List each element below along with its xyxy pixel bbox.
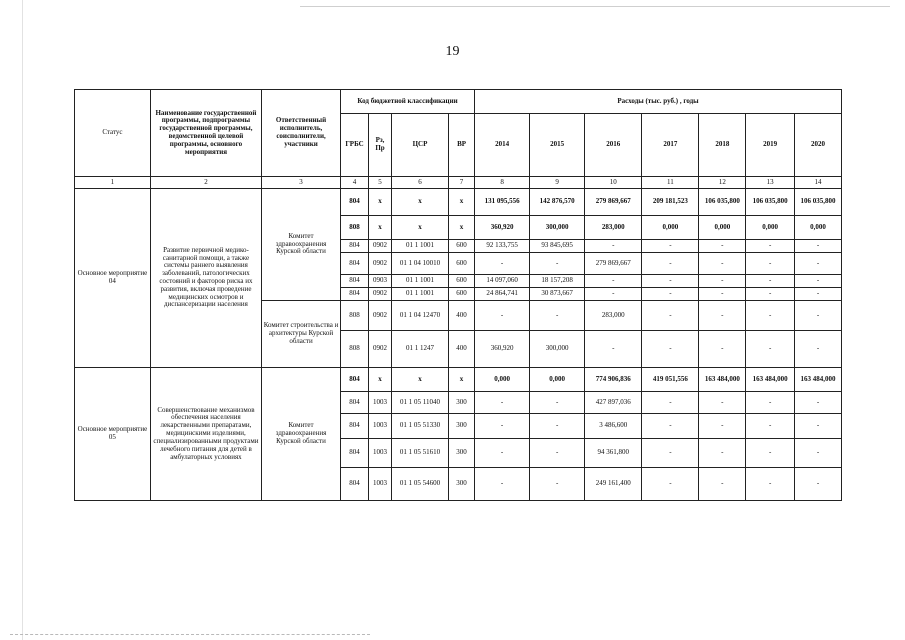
cell-2017: 0,000 — [642, 216, 699, 240]
cell-vr: 600 — [449, 240, 475, 253]
cell-2020: - — [795, 468, 842, 501]
cell-2020: 106 035,800 — [795, 189, 842, 216]
column-number: 5 — [369, 177, 392, 189]
cell-2018: - — [699, 301, 746, 331]
header-year-2017: 2017 — [642, 114, 699, 177]
cell-2016: - — [585, 288, 642, 301]
cell-grbs: 804 — [341, 392, 369, 414]
cell-2018: - — [699, 392, 746, 414]
cell-csr: 01 1 1247 — [391, 331, 448, 368]
cell-grbs: 808 — [341, 216, 369, 240]
cell-2016: 283,000 — [585, 301, 642, 331]
activity-05-executor-health: Комитет здравоохранения Курской области — [262, 368, 341, 501]
column-number: 11 — [642, 177, 699, 189]
cell-rzpr: 0903 — [369, 275, 392, 288]
cell-grbs: 804 — [341, 288, 369, 301]
header-year-2015: 2015 — [530, 114, 585, 177]
cell-2015: - — [530, 392, 585, 414]
cell-2016: 279 869,667 — [585, 189, 642, 216]
scan-artifact-bottom-line — [10, 634, 370, 636]
cell-rzpr: 0902 — [369, 288, 392, 301]
cell-grbs: 804 — [341, 439, 369, 468]
header-year-2018: 2018 — [699, 114, 746, 177]
cell-csr: 01 1 05 54600 — [391, 468, 448, 501]
cell-2019: 0,000 — [746, 216, 795, 240]
cell-csr: 01 1 05 51330 — [391, 414, 448, 439]
column-number: 12 — [699, 177, 746, 189]
cell-2019: - — [746, 331, 795, 368]
column-number-row — [75, 177, 842, 189]
cell-rzpr: x — [369, 216, 392, 240]
cell-2020: - — [795, 392, 842, 414]
cell-2014: 14 097,060 — [475, 275, 530, 288]
cell-2016: - — [585, 275, 642, 288]
scan-artifact-top-line — [300, 6, 890, 7]
cell-grbs: 804 — [341, 368, 369, 392]
cell-2018: - — [699, 331, 746, 368]
column-number: 1 — [75, 177, 151, 189]
cell-grbs: 804 — [341, 253, 369, 275]
cell-vr: 600 — [449, 253, 475, 275]
cell-grbs: 804 — [341, 468, 369, 501]
cell-2016: - — [585, 240, 642, 253]
cell-vr: 300 — [449, 392, 475, 414]
cell-2018: - — [699, 240, 746, 253]
column-number: 3 — [262, 177, 341, 189]
cell-2015: 300,000 — [530, 331, 585, 368]
cell-2016: 427 897,036 — [585, 392, 642, 414]
cell-2018: - — [699, 253, 746, 275]
cell-2020: - — [795, 439, 842, 468]
cell-2014: 0,000 — [475, 368, 530, 392]
cell-2020: - — [795, 331, 842, 368]
cell-2017: - — [642, 414, 699, 439]
cell-vr: 300 — [449, 414, 475, 439]
activity-05-name: Совершенствование механизмов обеспечения населения лекарственными препаратами, медицинскими изделиями, специализированными продуктами лечебного питания для детей в амбулаторных условиях — [150, 368, 261, 501]
cell-2020: - — [795, 275, 842, 288]
cell-2019: - — [746, 392, 795, 414]
cell-2020: - — [795, 240, 842, 253]
cell-2014: - — [475, 301, 530, 331]
cell-2017: - — [642, 275, 699, 288]
cell-2019: 163 484,000 — [746, 368, 795, 392]
cell-2017: - — [642, 240, 699, 253]
cell-2020: - — [795, 253, 842, 275]
cell-vr: 300 — [449, 439, 475, 468]
budget-table — [74, 89, 842, 501]
cell-2019: - — [746, 275, 795, 288]
cell-csr: 01 1 04 10010 — [391, 253, 448, 275]
cell-csr: 01 1 05 51610 — [391, 439, 448, 468]
header-row-top — [75, 90, 842, 114]
cell-rzpr: 1003 — [369, 439, 392, 468]
cell-2015: 93 845,695 — [530, 240, 585, 253]
cell-rzpr: 0902 — [369, 301, 392, 331]
header-year-2014: 2014 — [475, 114, 530, 177]
cell-vr: 600 — [449, 288, 475, 301]
cell-csr: 01 1 1001 — [391, 240, 448, 253]
cell-rzpr: 0902 — [369, 240, 392, 253]
header-grbs: ГРБС — [341, 114, 369, 177]
cell-2014: 360,920 — [475, 331, 530, 368]
cell-2014: 92 133,755 — [475, 240, 530, 253]
cell-2014: 360,920 — [475, 216, 530, 240]
cell-2014: - — [475, 439, 530, 468]
activity-04-executor-health: Комитет здравоохранения Курской области — [262, 189, 341, 301]
header-year-2016: 2016 — [585, 114, 642, 177]
table-row — [75, 368, 842, 392]
column-number: 14 — [795, 177, 842, 189]
header-rzpr: Рз, Пр — [369, 114, 392, 177]
activity-05-status: Основное мероприятие 05 — [75, 368, 151, 501]
cell-2016: 249 161,400 — [585, 468, 642, 501]
cell-csr: 01 1 1001 — [391, 288, 448, 301]
cell-grbs: 804 — [341, 189, 369, 216]
cell-rzpr: 0902 — [369, 253, 392, 275]
cell-csr: x — [391, 189, 448, 216]
cell-2020: - — [795, 301, 842, 331]
cell-csr: x — [391, 368, 448, 392]
cell-vr: x — [449, 189, 475, 216]
cell-2020: 0,000 — [795, 216, 842, 240]
page-number: 19 — [445, 44, 460, 59]
header-vr: ВР — [449, 114, 475, 177]
header-name: Наименование государственной программы, подпрограммы государственной программы, ведомственной целевой программы, основного мероприятия — [150, 90, 261, 177]
activity-04-status: Основное мероприятие 04 — [75, 189, 151, 368]
column-number: 13 — [746, 177, 795, 189]
cell-grbs: 808 — [341, 331, 369, 368]
scan-artifact-left-edge — [22, 0, 23, 640]
cell-2017: - — [642, 288, 699, 301]
header-status: Статус — [75, 90, 151, 177]
cell-rzpr: 1003 — [369, 468, 392, 501]
cell-2019: - — [746, 439, 795, 468]
header-budget-code: Код бюджетной классификации — [341, 90, 475, 114]
cell-2016: 279 869,667 — [585, 253, 642, 275]
header-expenses: Расходы (тыс. руб.) , годы — [475, 90, 842, 114]
activity-04-name: Развитие первичной медико-санитарной помощи, а также системы раннего выявления заболеваний, патологических состояний и факторов риска их развития, включая проведение медицинских осмотров и диспансеризации населения — [150, 189, 261, 368]
cell-rzpr: 1003 — [369, 392, 392, 414]
cell-grbs: 804 — [341, 414, 369, 439]
cell-2016: 3 486,600 — [585, 414, 642, 439]
cell-2017: 209 181,523 — [642, 189, 699, 216]
cell-2015: 142 876,570 — [530, 189, 585, 216]
cell-2020: 163 484,000 — [795, 368, 842, 392]
cell-2015: 18 157,208 — [530, 275, 585, 288]
cell-2018: - — [699, 275, 746, 288]
cell-2015: - — [530, 439, 585, 468]
cell-vr: 300 — [449, 468, 475, 501]
cell-rzpr: x — [369, 368, 392, 392]
cell-2014: - — [475, 414, 530, 439]
cell-csr: x — [391, 216, 448, 240]
cell-2017: - — [642, 468, 699, 501]
cell-2019: - — [746, 240, 795, 253]
column-number: 7 — [449, 177, 475, 189]
cell-grbs: 804 — [341, 275, 369, 288]
cell-2020: - — [795, 414, 842, 439]
cell-2019: - — [746, 468, 795, 501]
cell-2016: - — [585, 331, 642, 368]
cell-2014: - — [475, 253, 530, 275]
header-year-2019: 2019 — [746, 114, 795, 177]
cell-2016: 283,000 — [585, 216, 642, 240]
cell-csr: 01 1 05 11040 — [391, 392, 448, 414]
cell-csr: 01 1 1001 — [391, 275, 448, 288]
column-number: 10 — [585, 177, 642, 189]
cell-2018: - — [699, 288, 746, 301]
activity-04-executor-construction: Комитет строительства и архитектуры Курской области — [262, 301, 341, 368]
cell-grbs: 808 — [341, 301, 369, 331]
cell-2018: - — [699, 414, 746, 439]
cell-2017: - — [642, 253, 699, 275]
cell-2018: 106 035,800 — [699, 189, 746, 216]
cell-2019: - — [746, 253, 795, 275]
cell-vr: 400 — [449, 331, 475, 368]
table-row — [75, 189, 842, 216]
cell-2014: - — [475, 468, 530, 501]
header-executor: Ответственный исполнитель, соисполнители, участники — [262, 90, 341, 177]
column-number: 4 — [341, 177, 369, 189]
cell-2017: - — [642, 301, 699, 331]
cell-2017: - — [642, 439, 699, 468]
cell-2014: - — [475, 392, 530, 414]
cell-2014: 24 864,741 — [475, 288, 530, 301]
cell-rzpr: x — [369, 189, 392, 216]
column-number: 6 — [391, 177, 448, 189]
cell-2020: - — [795, 288, 842, 301]
cell-2018: 163 484,000 — [699, 368, 746, 392]
cell-vr: 600 — [449, 275, 475, 288]
cell-2018: - — [699, 468, 746, 501]
cell-rzpr: 1003 — [369, 414, 392, 439]
cell-vr: x — [449, 368, 475, 392]
cell-2017: - — [642, 331, 699, 368]
cell-2015: - — [530, 253, 585, 275]
cell-rzpr: 0902 — [369, 331, 392, 368]
cell-2019: 106 035,800 — [746, 189, 795, 216]
cell-2015: - — [530, 414, 585, 439]
header-csr: ЦСР — [391, 114, 448, 177]
cell-2018: - — [699, 439, 746, 468]
cell-2019: - — [746, 414, 795, 439]
cell-2015: 30 873,667 — [530, 288, 585, 301]
cell-2017: 419 051,556 — [642, 368, 699, 392]
cell-2019: - — [746, 288, 795, 301]
cell-2015: - — [530, 301, 585, 331]
cell-2015: 300,000 — [530, 216, 585, 240]
cell-2016: 774 906,836 — [585, 368, 642, 392]
column-number: 8 — [475, 177, 530, 189]
cell-vr: 400 — [449, 301, 475, 331]
cell-2018: 0,000 — [699, 216, 746, 240]
cell-2015: 0,000 — [530, 368, 585, 392]
cell-grbs: 804 — [341, 240, 369, 253]
header-year-2020: 2020 — [795, 114, 842, 177]
column-number: 2 — [150, 177, 261, 189]
column-number: 9 — [530, 177, 585, 189]
cell-2017: - — [642, 392, 699, 414]
cell-2016: 94 361,800 — [585, 439, 642, 468]
cell-csr: 01 1 04 12470 — [391, 301, 448, 331]
cell-vr: x — [449, 216, 475, 240]
cell-2014: 131 095,556 — [475, 189, 530, 216]
cell-2015: - — [530, 468, 585, 501]
cell-2019: - — [746, 301, 795, 331]
